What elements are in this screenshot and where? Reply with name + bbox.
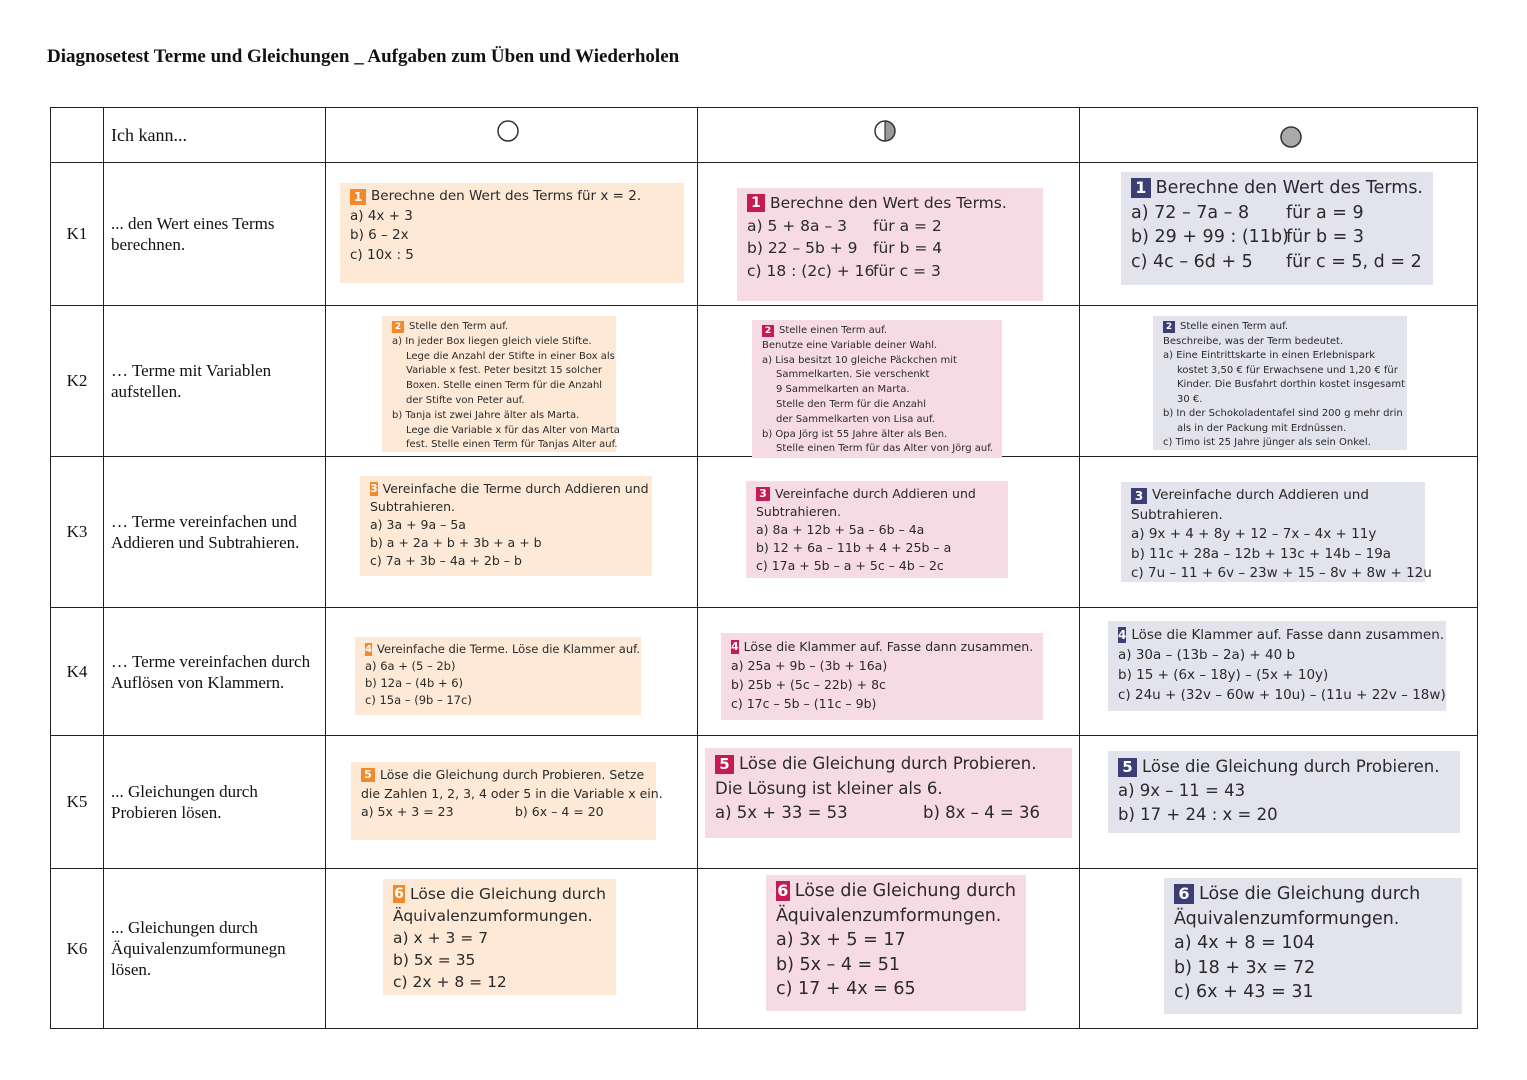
exercise-heading xyxy=(393,883,606,905)
exercise-box xyxy=(340,183,684,283)
exercise-heading xyxy=(1118,625,1445,645)
exercise-box xyxy=(721,633,1043,720)
exercise-box xyxy=(766,875,1026,1011)
exercise-line: b) 18 + 3x = 72 xyxy=(1174,957,1316,978)
exercise-heading xyxy=(747,192,1033,215)
exercise-line: a) 8a + 12b + 5a – 6b – 4a xyxy=(756,522,925,537)
exercise-heading xyxy=(762,324,992,339)
task-cell xyxy=(326,457,698,608)
exercise-line: c) 6x + 43 = 31 xyxy=(1174,982,1314,1002)
exercise-line: a) 9x – 11 = 43 xyxy=(1118,781,1246,800)
exercise-box xyxy=(382,316,620,452)
exercise-term: b) 29 + 99 : (11b) xyxy=(1131,227,1289,247)
exercise-number: 4 xyxy=(731,640,739,653)
exercise-line: a) x + 3 = 7 xyxy=(393,929,489,947)
exercise-number: 2 xyxy=(762,325,774,337)
table-row-k6 xyxy=(51,869,1478,1029)
exercise-line xyxy=(1131,201,1423,226)
exercise-line: c) 15a – (9b – 17c) xyxy=(365,693,472,707)
exercise-line: c) 2x + 8 = 12 xyxy=(393,973,507,991)
table-row-k2 xyxy=(51,306,1478,457)
exercise-line: 30 €. xyxy=(1177,393,1203,405)
exercise-line: Subtrahieren. xyxy=(1131,506,1223,523)
exercise-line: b) 5x – 4 = 51 xyxy=(776,954,901,975)
exercise-line: Boxen. Stelle einen Term für die Anzahl xyxy=(406,380,603,392)
task-cell xyxy=(326,736,698,869)
exercise-number: 3 xyxy=(1131,488,1147,504)
exercise-line: der Stifte von Peter auf. xyxy=(406,394,525,406)
exercise-line: Stelle einen Term für das Alter von Jörg auf. xyxy=(776,443,994,455)
exercise-box xyxy=(1108,751,1460,833)
exercise-heading xyxy=(756,485,998,503)
exercise-line: a) 9x + 4 + 8y + 12 – 7x – 4x + 11y xyxy=(1131,526,1377,542)
task-cell xyxy=(1080,306,1478,457)
task-cell xyxy=(698,306,1080,457)
table-row-k4 xyxy=(51,608,1478,736)
task-cell xyxy=(1080,457,1478,608)
exercise-line: b) 6 – 2x xyxy=(350,227,409,243)
exercise-heading-text: Löse die Gleichung durch xyxy=(1199,884,1421,904)
exercise-box xyxy=(705,748,1072,838)
exercise-line: Subtrahieren. xyxy=(756,504,842,519)
exercise-line: Kinder. Die Busfahrt dorthin kostet insgesamt xyxy=(1177,379,1406,390)
exercise-heading xyxy=(370,480,649,498)
exercise-heading-text: Löse die Gleichung durch Probieren. xyxy=(1142,757,1440,776)
exercise-line: a) 4x + 8 = 104 xyxy=(1174,933,1315,953)
exercise-condition: b) 8x – 4 = 36 xyxy=(923,803,1040,822)
exercise-line: c) 10x : 5 xyxy=(350,246,414,263)
exercise-line: c) 7a + 3b – 4a + 2b – b xyxy=(370,553,522,568)
task-cell xyxy=(1080,736,1478,869)
header-level-medium xyxy=(698,108,1080,163)
exercise-term: a) 72 – 7a – 8 xyxy=(1131,202,1250,223)
empty-circle-icon xyxy=(496,119,520,143)
exercise-line xyxy=(361,803,646,822)
exercise-box xyxy=(746,481,1008,578)
exercise-line: c) Timo ist 25 Jahre jünger als sein Onkel. xyxy=(1163,437,1371,448)
exercise-line: c) 17a + 5b – a + 5c – 4b – 2c xyxy=(756,558,944,573)
exercise-line: b) 17 + 24 : x = 20 xyxy=(1118,805,1278,824)
exercise-line: b) 11c + 28a – 12b + 13c + 14b – 19a xyxy=(1131,545,1392,562)
exercise-heading xyxy=(1131,176,1423,201)
exercise-line: a) Eine Eintrittskarte in einen Erlebnispark xyxy=(1163,350,1376,361)
exercise-line: als in der Packung mit Erdnüssen. xyxy=(1177,422,1347,434)
exercise-heading xyxy=(731,637,1033,656)
exercise-number: 6 xyxy=(394,886,404,902)
task-cell xyxy=(1080,163,1478,306)
exercise-box xyxy=(355,637,641,715)
exercise-line: a) 4x + 3 xyxy=(350,207,413,224)
exercise-box xyxy=(752,320,1002,458)
exercise-heading-text: Stelle einen Term auf. xyxy=(779,325,888,336)
exercise-condition: für c = 5, d = 2 xyxy=(1286,251,1422,272)
exercise-term: a) 5x + 33 = 53 xyxy=(715,803,848,822)
competence-label: K2 xyxy=(51,306,104,457)
exercise-number: 2 xyxy=(392,321,404,333)
task-cell xyxy=(698,608,1080,736)
exercise-line: b) Tanja ist zwei Jahre älter als Marta. xyxy=(392,409,580,421)
exercise-heading-text: Stelle den Term auf. xyxy=(409,321,509,332)
exercise-line xyxy=(747,237,1033,260)
half-circle-icon xyxy=(873,119,897,143)
exercise-number: 6 xyxy=(777,881,789,900)
header-empty-cell xyxy=(51,108,104,163)
exercise-line: Subtrahieren. xyxy=(370,499,456,514)
page-title: Diagnosetest Terme und Gleichungen _ Aufgaben zum Üben und Wiederholen xyxy=(47,46,680,67)
exercise-line: a) 3a + 9a – 5a xyxy=(370,517,466,532)
exercise-line: Variable x fest. Peter besitzt 15 solcher xyxy=(406,365,602,377)
exercise-number: 1 xyxy=(1131,178,1151,198)
competence-description: … Terme vereinfachen durch Auflösen von Klammern. xyxy=(104,608,326,736)
header-level-basic xyxy=(326,108,698,163)
exercise-heading-text: Vereinfache durch Addieren und xyxy=(775,486,976,501)
exercise-line: b) Opa Jörg ist 55 Jahre älter als Ben. xyxy=(762,428,948,440)
exercise-line: b) 15 + (6x – 18y) – (5x + 10y) xyxy=(1118,667,1329,683)
exercise-line: Äquivalenzumformungen. xyxy=(393,907,593,925)
exercise-heading-text: Löse die Gleichung durch xyxy=(794,881,1016,901)
exercise-line xyxy=(1131,225,1423,250)
exercise-line: Sammelkarten. Sie verschenkt xyxy=(776,369,930,381)
exercise-heading-text: Löse die Klammer auf. Fasse dann zusammen. xyxy=(743,639,1034,654)
exercise-line: a) 25a + 9b – (3b + 16a) xyxy=(731,658,888,673)
task-cell xyxy=(698,736,1080,869)
competence-description: ... den Wert eines Terms berechnen. xyxy=(104,163,326,306)
exercise-line: a) In jeder Box liegen gleich viele Stifte. xyxy=(392,335,592,347)
exercise-number: 4 xyxy=(365,644,372,655)
exercise-line: a) 3x + 5 = 17 xyxy=(776,930,906,950)
exercise-line xyxy=(747,260,1033,283)
exercise-heading-text: Berechne den Wert des Terms für x = 2. xyxy=(371,188,642,204)
exercise-box xyxy=(1164,878,1462,1014)
competence-description: ... Gleichungen durch Äquivalenzumformunegn lösen. xyxy=(104,869,326,1029)
exercise-term: b) 22 – 5b + 9 xyxy=(747,239,858,257)
exercise-heading-text: Berechne den Wert des Terms. xyxy=(770,194,1007,212)
exercise-number: 3 xyxy=(756,487,770,501)
exercise-heading xyxy=(715,752,1062,777)
exercise-box xyxy=(1121,482,1432,582)
exercise-box xyxy=(360,476,652,576)
diagnose-table xyxy=(50,107,1478,1029)
task-cell xyxy=(1080,869,1478,1029)
exercise-line: fest. Stelle einen Term für Tanjas Alter auf. xyxy=(406,439,618,451)
exercise-heading xyxy=(1131,486,1415,506)
exercise-line: Stelle den Term für die Anzahl xyxy=(776,398,927,410)
exercise-condition: b) 6x – 4 = 20 xyxy=(515,804,604,819)
exercise-box xyxy=(351,762,663,840)
exercise-number: 5 xyxy=(361,768,375,782)
exercise-line: a) 30a – (13b – 2a) + 40 b xyxy=(1118,647,1296,663)
competence-label: K4 xyxy=(51,608,104,736)
table-row-k3 xyxy=(51,457,1478,608)
competence-description: ... Gleichungen durch Probieren lösen. xyxy=(104,736,326,869)
exercise-term: a) 5 + 8a – 3 xyxy=(747,216,848,235)
exercise-line: Die Lösung ist kleiner als 6. xyxy=(715,778,943,798)
table-row-k1 xyxy=(51,163,1478,306)
exercise-heading xyxy=(365,641,641,658)
exercise-line: c) 17 + 4x = 65 xyxy=(776,979,916,999)
exercise-box xyxy=(1153,316,1407,450)
exercise-heading-text: Löse die Gleichung durch Probieren. Setze xyxy=(380,767,645,782)
exercise-number: 6 xyxy=(1174,884,1194,904)
exercise-line: Lege die Anzahl der Stifte in einer Box als xyxy=(406,350,615,362)
exercise-line: b) 12a – (4b + 6) xyxy=(365,676,464,690)
exercise-number: 3 xyxy=(370,482,378,495)
task-cell xyxy=(326,306,698,457)
exercise-number: 5 xyxy=(1118,758,1137,777)
exercise-line: b) a + 2a + b + 3b + a + b xyxy=(370,535,542,550)
task-cell xyxy=(698,869,1080,1029)
exercise-line: a) Lisa besitzt 10 gleiche Päckchen mit xyxy=(762,354,957,366)
header-ich-kann: Ich kann... xyxy=(104,108,326,163)
exercise-line: a) 6a + (5 – 2b) xyxy=(365,659,456,673)
exercise-heading xyxy=(1174,882,1452,907)
exercise-line: der Sammelkarten von Lisa auf. xyxy=(776,413,935,425)
exercise-heading xyxy=(350,187,674,207)
exercise-term: c) 18 : (2c) + 16 xyxy=(747,261,875,280)
exercise-heading-text: Vereinfache die Terme durch Addieren und xyxy=(382,481,649,496)
filled-circle-icon xyxy=(1279,125,1303,149)
exercise-heading-text: Berechne den Wert des Terms. xyxy=(1155,178,1423,198)
exercise-line: Äquivalenzumformungen. xyxy=(1174,908,1400,929)
competence-label: K6 xyxy=(51,869,104,1029)
exercise-box xyxy=(737,188,1043,301)
task-cell xyxy=(698,457,1080,608)
exercise-line: b) In der Schokoladentafel sind 200 g mehr drin xyxy=(1163,408,1403,419)
task-cell xyxy=(326,869,698,1029)
exercise-line xyxy=(715,801,1062,826)
exercise-line: Beschreibe, was der Term bedeutet. xyxy=(1163,335,1344,347)
exercise-line xyxy=(747,215,1033,238)
exercise-number: 4 xyxy=(1118,628,1127,642)
exercise-heading xyxy=(1118,755,1450,779)
task-cell xyxy=(698,163,1080,306)
exercise-line: kostet 3,50 € für Erwachsene und 1,20 € für xyxy=(1177,364,1398,376)
exercise-heading xyxy=(776,879,1016,904)
exercise-line: die Zahlen 1, 2, 3, 4 oder 5 in die Variable x ein. xyxy=(361,785,663,801)
task-cell xyxy=(1080,608,1478,736)
exercise-line xyxy=(1131,250,1423,275)
exercise-line: b) 12 + 6a – 11b + 4 + 25b – a xyxy=(756,540,952,555)
exercise-line: b) 25b + (5c – 22b) + 8c xyxy=(731,677,886,692)
exercise-line: c) 24u + (32v – 60w + 10u) – (11u + 22v – 18w) xyxy=(1118,687,1446,703)
header-level-advanced xyxy=(1080,108,1478,163)
exercise-heading-text: Löse die Klammer auf. Fasse dann zusammen. xyxy=(1131,627,1445,643)
exercise-line: Lege die Variable x für das Alter von Marta xyxy=(406,424,620,436)
exercise-condition: für c = 3 xyxy=(873,261,941,280)
exercise-line: c) 17c – 5b – (11c – 9b) xyxy=(731,696,877,711)
exercise-condition: für b = 3 xyxy=(1286,227,1365,247)
competence-label: K3 xyxy=(51,457,104,608)
exercise-box xyxy=(383,879,616,995)
competence-description: … Terme vereinfachen und Addieren und Subtrahieren. xyxy=(104,457,326,608)
exercise-condition: für a = 9 xyxy=(1286,202,1364,223)
competence-label: K1 xyxy=(51,163,104,306)
exercise-heading-text: Löse die Gleichung durch xyxy=(410,885,606,903)
competence-description: … Terme mit Variablen aufstellen. xyxy=(104,306,326,457)
exercise-heading-text: Stelle einen Term auf. xyxy=(1180,321,1289,332)
competence-label: K5 xyxy=(51,736,104,869)
exercise-condition: für a = 2 xyxy=(873,216,942,235)
exercise-term: a) 5x + 3 = 23 xyxy=(361,804,454,819)
exercise-line: c) 7u – 11 + 6v – 23w + 15 – 8v + 8w + 12u xyxy=(1131,565,1432,581)
exercise-heading-text: Vereinfache die Terme. Löse die Klammer auf. xyxy=(376,642,641,656)
exercise-number: 1 xyxy=(747,194,765,212)
exercise-line: Äquivalenzumformungen. xyxy=(776,905,1002,926)
exercise-heading xyxy=(361,766,646,785)
exercise-line: 9 Sammelkarten an Marta. xyxy=(776,384,910,396)
exercise-heading xyxy=(1163,320,1397,335)
exercise-number: 5 xyxy=(715,755,734,774)
exercise-heading xyxy=(392,320,606,335)
exercise-box xyxy=(1108,621,1446,711)
exercise-term: c) 4c – 6d + 5 xyxy=(1131,251,1253,272)
exercise-number: 2 xyxy=(1163,321,1175,333)
table-row-k5 xyxy=(51,736,1478,869)
exercise-box xyxy=(1121,172,1433,285)
header-row xyxy=(51,108,1478,163)
exercise-line: Benutze eine Variable deiner Wahl. xyxy=(762,339,938,351)
task-cell xyxy=(326,163,698,306)
exercise-number: 1 xyxy=(350,189,366,205)
task-cell xyxy=(326,608,698,736)
exercise-condition: für b = 4 xyxy=(873,239,943,257)
exercise-heading-text: Vereinfache durch Addieren und xyxy=(1152,487,1369,503)
exercise-heading-text: Löse die Gleichung durch Probieren. xyxy=(739,754,1037,773)
exercise-line: b) 5x = 35 xyxy=(393,951,476,969)
